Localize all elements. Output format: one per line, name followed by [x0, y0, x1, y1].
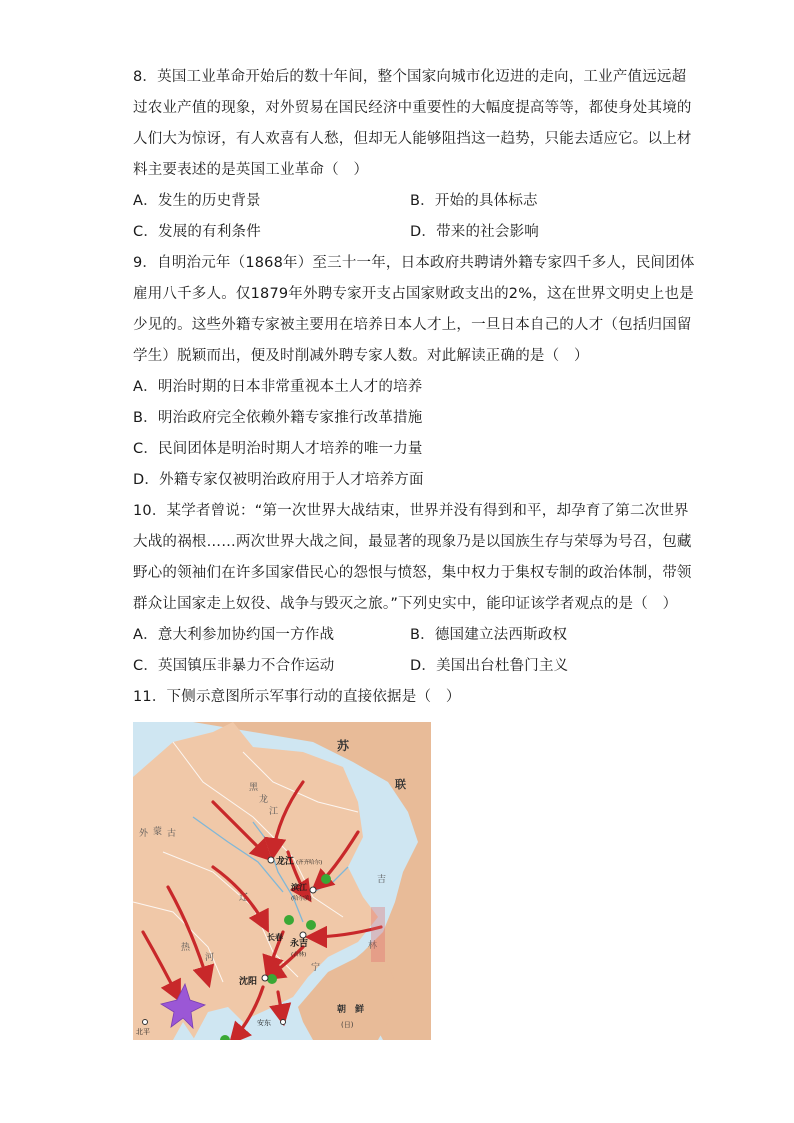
label-long: 龙 [259, 795, 269, 805]
northeast-map [133, 722, 431, 1040]
label-gu: 古 [167, 829, 177, 839]
q10-stem-line-2: 大战的祸根……两次世界大战之间，最显著的现象乃是以国族生存与荣辱为号召，包藏 [133, 534, 692, 550]
q8-option-a[interactable]: A．发生的历史背景 [133, 193, 261, 209]
label-andong: 安东 [257, 1019, 271, 1027]
tree-2 [284, 915, 294, 925]
q11-stem: 11．下侧示意图所示军事行动的直接依据是（ ） [133, 689, 461, 705]
q9-option-a[interactable]: A．明治时期的日本非常重视本土人才的培养 [133, 379, 423, 395]
q10-option-a[interactable]: A．意大利参加协约国一方作战 [133, 627, 335, 643]
city-yongji [300, 932, 306, 938]
q8-option-b[interactable]: B．开始的具体标志 [410, 193, 538, 209]
label-su: 苏 [337, 739, 350, 753]
q8-option-c[interactable]: C．发展的有利条件 [133, 224, 261, 240]
label-lian: 联 [395, 778, 406, 791]
label-jiang: 江 [269, 807, 279, 817]
q8-stem-line-4: 料主要表述的是英国工业革命（ ） [133, 162, 369, 178]
label-wai: 外 [139, 829, 149, 839]
q8-stem-line-2: 过农业产值的现象，对外贸易在国民经济中重要性的大幅度提高等等，都使身处其境的 [133, 100, 692, 116]
city-beiping [143, 1020, 148, 1025]
label-he: 河 [205, 953, 215, 963]
label-longjiang-sub: (齐齐哈尔) [296, 860, 323, 866]
q10-stem-line-3: 野心的领袖们在许多国家借民心的怨恨与愤怒，集中权力于集权专制的政治体制，带领 [133, 565, 692, 581]
q8-option-d[interactable]: D．带来的社会影响 [410, 224, 539, 240]
q9-stem-line-1: 9．自明治元年（1868年）至三十一年，日本政府共聘请外籍专家四千多人，民间团体 [133, 255, 695, 271]
label-binjiang-sub: (哈尔滨) [291, 896, 312, 902]
q9-stem-line-4: 学生）脱颖而出，便及时削减外聘专家人数。对此解读正确的是（ ） [133, 348, 589, 364]
q9-option-d[interactable]: D．外籍专家仅被明治政府用于人才培养方面 [133, 472, 424, 488]
q10-stem-line-1: 10．某学者曾说：“第一次世界大战结束，世界并没有得到和平，却孕育了第二次世界 [133, 503, 689, 519]
q10-option-d[interactable]: D．美国出台杜鲁门主义 [410, 658, 569, 674]
label-yongji: 永吉 [290, 939, 309, 949]
q8-stem-line-1: 8．英国工业革命开始后的数十年间，整个国家向城市化迈进的走向，工业产值远远超 [133, 69, 687, 85]
city-shenyang [262, 975, 268, 981]
tree-1 [321, 874, 331, 884]
city-andong [281, 1020, 286, 1025]
label-beiping: 北平 [136, 1028, 150, 1036]
label-changchun: 长春 [267, 933, 283, 942]
border-highlight [371, 907, 385, 962]
label-meng: 蒙 [153, 827, 163, 837]
city-longjiang [268, 857, 274, 863]
q8-stem-line-3: 人们大为惊讶，有人欢喜有人愁，但却无人能够阻挡这一趋势，只能去适应它。以上材 [133, 131, 692, 147]
q10-option-b[interactable]: B．德国建立法西斯政权 [410, 627, 568, 643]
label-shenyang: 沈阳 [239, 977, 258, 987]
q10-stem-line-4: 群众让国家走上奴役、战争与毁灭之旅。”下列史实中，能印证该学者观点的是（ ） [133, 596, 678, 612]
label-lin: 林 [368, 941, 378, 951]
q9-stem-line-2: 雇用八千多人。仅1879年外聘专家开支占国家财政支出的2%，这在世界文明史上也是 [133, 286, 694, 302]
label-yongji-sub: (吉林) [291, 952, 307, 958]
q9-option-c[interactable]: C．民间团体是明治时期人才培养的唯一力量 [133, 441, 423, 457]
label-hei: 黑 [249, 783, 259, 793]
label-longjiang: 龙江 [276, 857, 295, 867]
map-svg [133, 722, 431, 1040]
label-ri: (日) [341, 1021, 354, 1029]
city-binjiang [310, 887, 316, 893]
label-ji: 吉 [377, 875, 387, 885]
label-ning: 宁 [311, 963, 321, 973]
label-re: 热 [181, 943, 191, 953]
label-binjiang: 滨江 [291, 883, 307, 892]
label-liao: 辽 [239, 893, 249, 903]
q9-option-b[interactable]: B．明治政府完全依赖外籍专家推行改革措施 [133, 410, 423, 426]
q9-stem-line-3: 少见的。这些外籍专家被主要用在培养日本人才上，一旦日本自己的人才（包括归国留 [133, 317, 692, 333]
tree-3 [306, 920, 316, 930]
q10-option-c[interactable]: C．英国镇压非暴力不合作运动 [133, 658, 335, 674]
label-chaoxian: 朝 鲜 [337, 1005, 365, 1015]
tree-4 [267, 974, 277, 984]
